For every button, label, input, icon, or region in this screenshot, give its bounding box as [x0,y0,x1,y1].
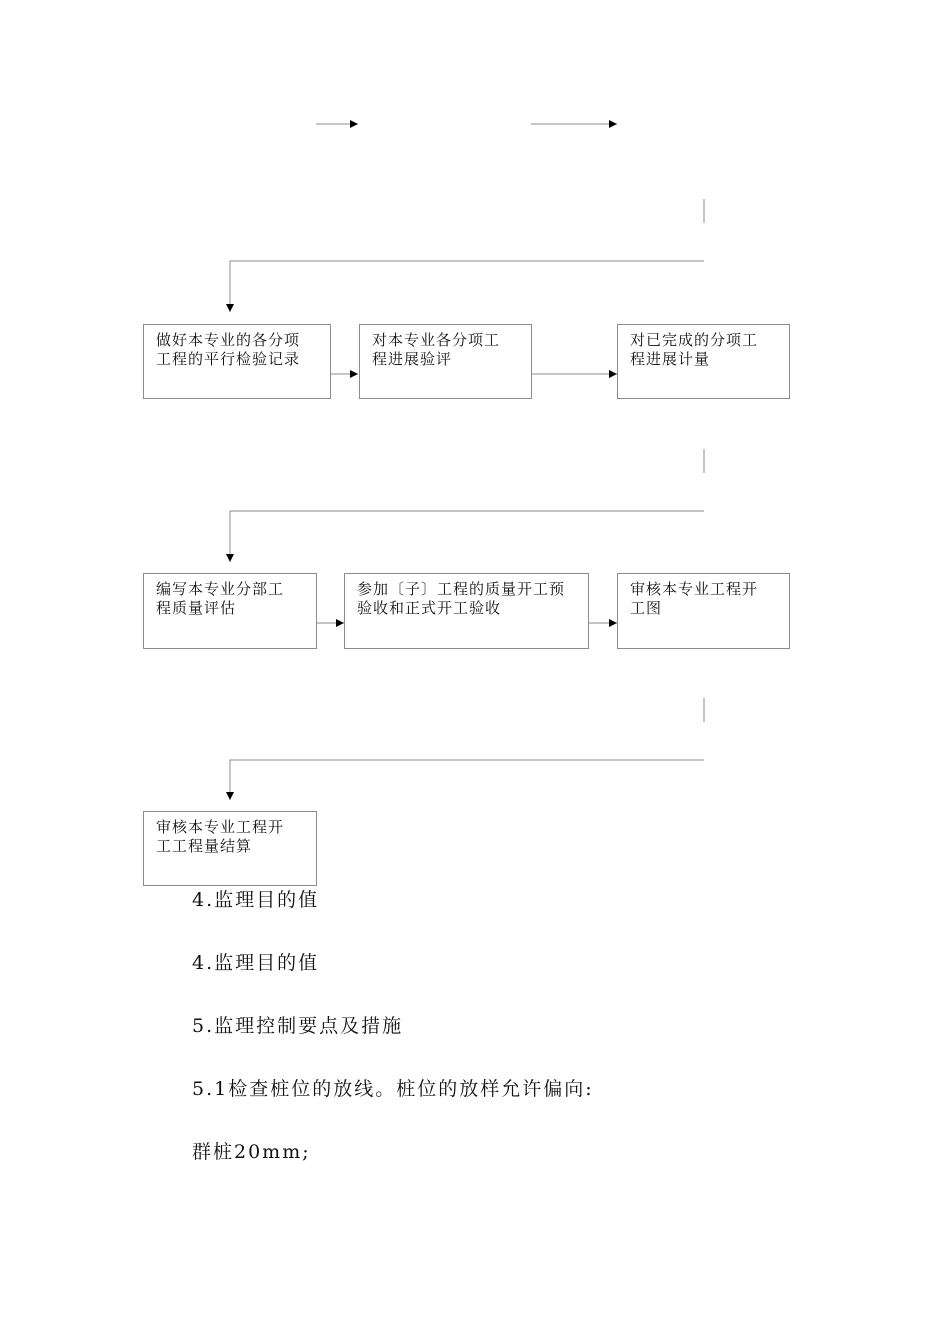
flow-box-parallel-inspection [143,324,331,399]
return-connector-3 [230,760,704,800]
flow-box-review-drawings [617,573,790,649]
box-text-line: 参加〔子〕工程的质量开工预 [357,580,566,598]
section-heading: 4.监理目的值 [192,889,320,911]
section-heading: 4.监理目的值 [192,952,320,974]
box-text-line: 验收和正式开工验收 [357,599,502,617]
box-text-line: 程进展计量 [630,350,711,368]
box-text-line: 工图 [630,599,663,617]
flow-box-acceptance [344,573,589,649]
return-connector-2 [230,511,704,562]
box-text-line: 做好本专业的各分项 [156,331,301,349]
flow-box-quantity-settlement [143,811,317,886]
box-text-line: 程进展验评 [372,350,453,368]
box-text-line: 程质量评估 [156,599,237,617]
body-text: 5.1检查桩位的放线。桩位的放样允许偏向: [192,1078,594,1100]
flow-box-quality-assessment [143,573,317,649]
box-text-line: 工程的平行检验记录 [156,350,301,368]
box-text-line: 对已完成的分项工 [630,331,759,349]
box-text-line: 编写本专业分部工 [156,580,285,598]
section-heading: 5.监理控制要点及措施 [192,1015,404,1037]
box-text-line: 审核本专业工程开 [630,580,759,598]
return-connector-1 [230,261,704,312]
box-text-line: 对本专业各分项工 [372,331,501,349]
box-text-line: 审核本专业工程开 [156,818,285,836]
body-text: 群桩20mm; [192,1141,311,1163]
flow-box-measurement [617,324,790,399]
box-text-line: 工工程量结算 [156,837,253,855]
flow-box-subitem-evaluation [359,324,532,399]
